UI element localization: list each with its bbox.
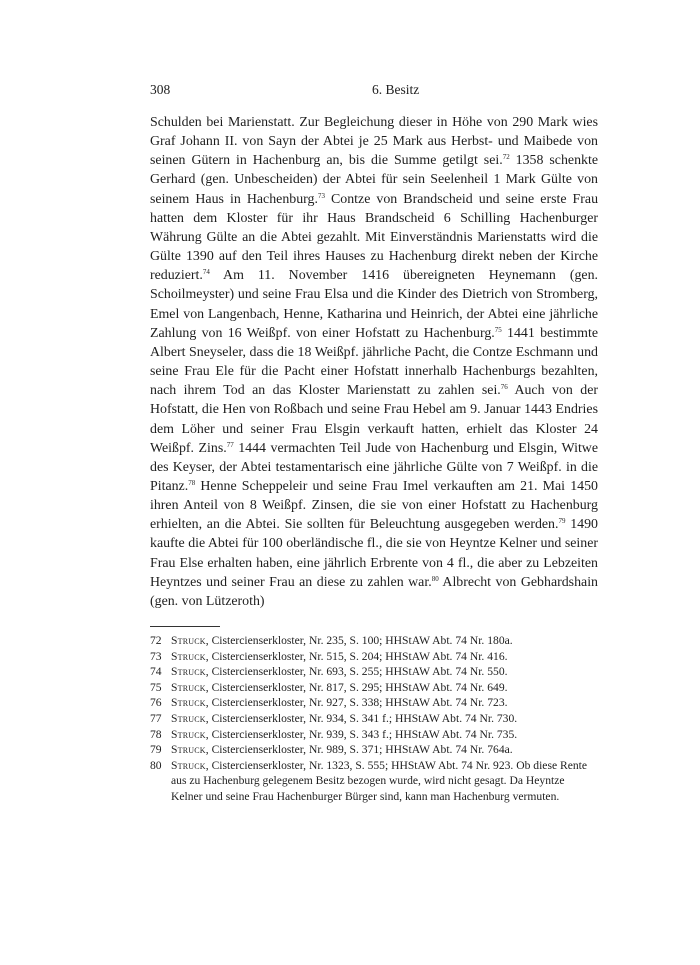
footnote-item [150,727,598,743]
page-header [150,82,598,104]
footnote-number: 76 [150,696,162,710]
body-paragraph [150,113,598,611]
footnote-text [171,649,598,665]
footnote-citation: , Cistercienserkloster, Nr. 927, S. 338; HHStAW Abt. 74 Nr. 723. [205,696,508,710]
running-head: 6. Besitz [372,82,420,97]
body-text-run: 1358 schenkte Gerhard (gen. Unbescheiden) der Abtei für sein Seelenheil 1 Mark Gülte von seinem Haus in Hachenburg. [150,153,598,207]
footnote-citation: , Cistercienserkloster, Nr. 934, S. 341 f.; HHStAW Abt. 74 Nr. 730. [205,712,518,726]
footnote-text [171,680,598,696]
footnote-citation: , Cistercienserkloster, Nr. 817, S. 295; HHStAW Abt. 74 Nr. 649. [205,680,508,694]
footnotes [150,633,598,805]
body-text-run: Schulden bei Marienstatt. Zur Begleichung dieser in Höhe von 290 Mark wies Graf Johann II. von Sayn der Abtei je 25 Mark aus Herbst- und Maibede von seinen Gütern in Hachenburg an, bis die Summe getilgt sei. [150,115,598,169]
footnote-number: 77 [150,712,162,726]
footnote-author: Struck [171,634,206,648]
footnote-citation: , Cistercienserkloster, Nr. 939, S. 343 f.; HHStAW Abt. 74 Nr. 735. [205,727,518,741]
footnote-ref[interactable]: 75 [494,325,502,334]
footnote-item [150,695,598,711]
footnote-citation: , Cistercienserkloster, Nr. 693, S. 255; HHStAW Abt. 74 Nr. 550. [205,665,508,679]
footnote-divider [150,626,220,627]
footnote-item [150,633,598,649]
footnote-number: 72 [150,634,162,648]
footnote-text [171,758,598,805]
footnote-number: 75 [150,680,162,694]
footnote-item [150,664,598,680]
footnote-citation: , Cistercienserkloster, Nr. 235, S. 100; HHStAW Abt. 74 Nr. 180a. [205,634,513,648]
footnote-number: 73 [150,649,162,663]
body-text-run: Contze von Brandscheid und seine erste Frau hatten dem Kloster für ihr Haus Brandscheid 6 Schilling Hachenburger Währung Gülte an die Abtei gezahlt. Mit Einverständnis Marienstatts wird die Gülte 1390 auf den Teil ihres Hauses zu Hachenburg direkt neben der Kirche reduziert. [150,191,599,284]
footnote-item [150,649,598,665]
body-text-run: Albrecht von Gebhardshain (gen. von Lützeroth) [150,574,598,609]
footnote-ref[interactable]: 78 [188,478,196,487]
footnote-ref[interactable]: 77 [226,440,234,449]
footnote-item [150,758,598,805]
page-number: 308 [150,82,171,97]
footnote-ref[interactable]: 73 [317,191,325,200]
footnote-ref[interactable]: 74 [202,268,210,277]
footnote-item [150,680,598,696]
footnote-ref[interactable]: 76 [500,383,508,392]
book-page [150,82,598,805]
footnote-item [150,711,598,727]
footnote-citation: , Cistercienserkloster, Nr. 1323, S. 555; HHStAW Abt. 74 Nr. 923. Ob diese Rente aus zu Hachenburg gelegenem Besitz bezogen wurde, wird nicht gesagt. Da Heyntze Kelner und seine Frau Hachenburger Bürger sind, kann man Hachenburg vermuten. [171,758,588,803]
footnote-author: Struck [171,649,206,663]
footnote-text [171,664,598,680]
footnote-item [150,742,598,758]
footnote-text [171,695,598,711]
body-text-run: 1444 vermachten Teil Jude von Hachenburg und Elsgin, Witwe des Keyser, der Abtei testamentarisch eine jährliche Gülte von 7 Weißpf. in die Pitanz. [150,440,599,494]
footnote-text [171,727,598,743]
footnote-text [171,633,598,649]
footnote-author: Struck [171,743,206,757]
footnote-number: 80 [150,758,162,772]
footnote-author: Struck [171,665,206,679]
footnote-number: 79 [150,743,162,757]
footnote-citation: , Cistercienserkloster, Nr. 515, S. 204; HHStAW Abt. 74 Nr. 416. [205,649,508,663]
footnote-author: Struck [171,758,206,772]
footnote-text [171,742,598,758]
body-text-run: 1441 bestimmte Albert Sneyseler, dass die 18 Weißpf. jährliche Pacht, die Contze Eschmann und seine Frau Ele für die Pacht einer Hofstatt innerhalb Hachenburgs bezahlten, nach ihrem Tod an das Kloster Marienstatt zu zahlen sei. [150,325,598,399]
footnote-ref[interactable]: 79 [558,517,566,526]
footnote-text [171,711,598,727]
footnote-citation: , Cistercienserkloster, Nr. 989, S. 371; HHStAW Abt. 74 Nr. 764a. [205,743,513,757]
footnote-number: 78 [150,727,162,741]
footnote-author: Struck [171,712,206,726]
footnote-number: 74 [150,665,162,679]
footnote-author: Struck [171,696,206,710]
footnote-ref[interactable]: 72 [502,153,510,162]
body-text-run: Auch von der Hofstatt, die Hen von Roßbach und seine Frau Hebel am 9. Januar 1443 Endries dem Löher und seiner Frau Elsgin verkauft hatten, erhielt das Kloster 24 Weißpf. Zins. [150,383,598,456]
body-text-run: Am 11. November 1416 übereigneten Heynemann (gen. Schoilmeyster) und seine Frau Elsa und die Kinder des Dietrich von Stromberg, Emel von Langenbach, Henne, Katharina und Heinrich, der Abtei eine jährliche Zahlung von 16 Weißpf. von einer Hofstatt zu Hachenburg. [150,268,598,341]
body-text-run: 1490 kaufte die Abtei für 100 oberländische fl., die sie von Heyntze Kelner und seiner Frau Else erhalten haben, eine jährlich Erbrente von 4 fl., die aber zu Lebzeiten Heyntzes und seiner Frau an diese zu zahlen war. [150,517,598,590]
footnote-ref[interactable]: 80 [431,574,439,583]
footnote-author: Struck [171,727,206,741]
body-text-run: Henne Scheppeleir und seine Frau Imel verkauften am 21. Mai 1450 ihren Anteil von 8 Weißpf. Zinsen, die sie von einer Hofstatt zu Hachenburg erhielten, an die Abtei. Sie sollten für Beleuchtung ausgegeben werden. [150,478,598,533]
footnote-author: Struck [171,680,206,694]
